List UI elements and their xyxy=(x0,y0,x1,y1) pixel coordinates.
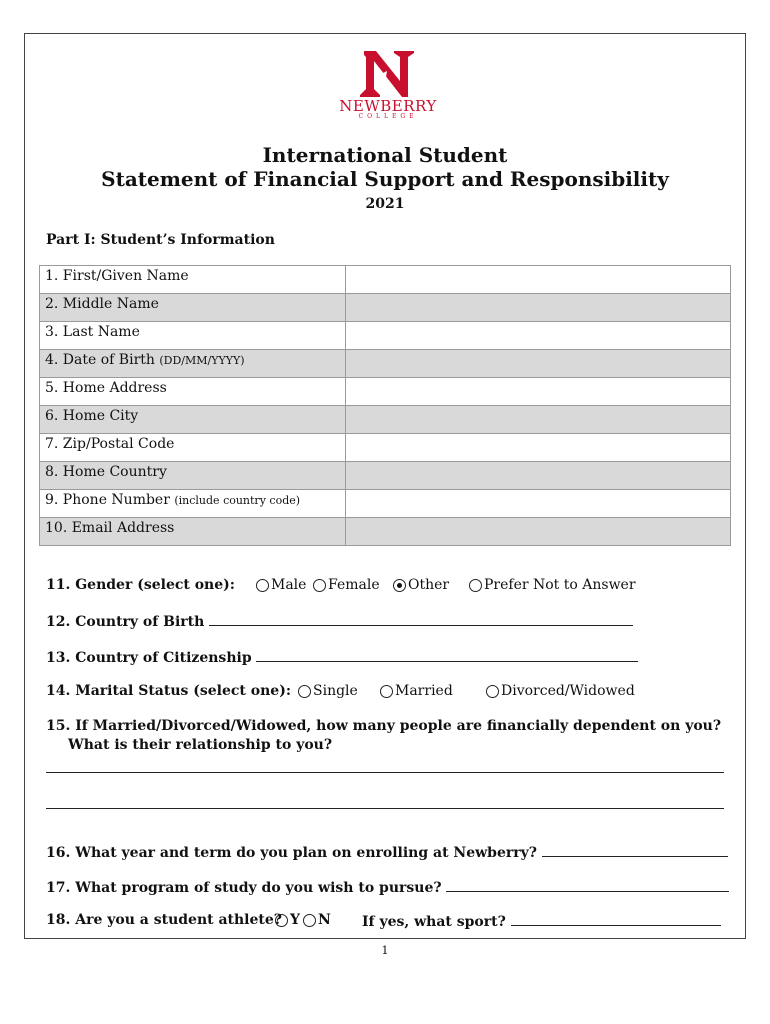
country-of-citizenship-question: 13. Country of Citizenship xyxy=(46,648,638,666)
dependents-relationship-question: What is their relationship to you? xyxy=(68,737,333,753)
gender-option-female[interactable]: Female xyxy=(313,577,380,593)
radio-icon[interactable] xyxy=(486,685,499,698)
radio-icon[interactable] xyxy=(303,914,316,927)
wolf-n-emblem-icon xyxy=(330,47,446,99)
dependents-answer-line-1[interactable] xyxy=(46,772,724,773)
radio-selected-icon[interactable] xyxy=(393,579,406,592)
gender-option-prefer-not[interactable]: Prefer Not to Answer xyxy=(469,577,636,593)
athlete-option-no[interactable]: N xyxy=(303,912,331,928)
row-label: 2. Middle Name xyxy=(40,294,346,322)
row-label: 7. Zip/Postal Code xyxy=(40,434,346,462)
gender-question: 11. Gender (select one): xyxy=(46,577,235,593)
radio-icon[interactable] xyxy=(469,579,482,592)
student-athlete-question: 18. Are you a student athlete? xyxy=(46,912,282,928)
program-of-study-question: 17. What program of study do you wish to pursue? xyxy=(46,878,729,896)
logo-subtext: COLLEGE xyxy=(358,113,418,120)
first-name-field[interactable] xyxy=(346,266,731,294)
zip-postal-code-field[interactable] xyxy=(346,434,731,462)
part-title: Part I: Student’s Information xyxy=(46,232,275,248)
program-of-study-field[interactable] xyxy=(446,878,729,892)
gender-option-other[interactable]: Other xyxy=(393,577,449,593)
marital-option-single[interactable]: Single xyxy=(298,683,358,699)
sport-question: If yes, what sport? xyxy=(362,912,721,930)
row-label: 9. Phone Number (include country code) xyxy=(40,490,346,518)
middle-name-field[interactable] xyxy=(346,294,731,322)
table-row xyxy=(40,350,731,378)
sport-field[interactable] xyxy=(511,912,721,926)
last-name-field[interactable] xyxy=(346,322,731,350)
table-row xyxy=(40,406,731,434)
enrollment-term-field[interactable] xyxy=(542,843,728,857)
newberry-logo xyxy=(330,47,446,119)
enrollment-term-question: 16. What year and term do you plan on enrolling at Newberry? xyxy=(46,843,728,861)
table-row xyxy=(40,378,731,406)
form-title: International Student xyxy=(262,143,508,167)
home-city-field[interactable] xyxy=(346,406,731,434)
row-label: 3. Last Name xyxy=(40,322,346,350)
table-row xyxy=(40,294,731,322)
marital-option-married[interactable]: Married xyxy=(380,683,453,699)
country-of-citizenship-field[interactable] xyxy=(256,648,638,662)
radio-icon[interactable] xyxy=(256,579,269,592)
form-year: 2021 xyxy=(365,196,405,212)
dependents-answer-line-2[interactable] xyxy=(46,808,724,809)
table-row xyxy=(40,266,731,294)
radio-icon[interactable] xyxy=(380,685,393,698)
radio-icon[interactable] xyxy=(313,579,326,592)
phone-number-field[interactable] xyxy=(346,490,731,518)
row-label: 6. Home City xyxy=(40,406,346,434)
dependents-question: 15. If Married/Divorced/Widowed, how many people are financially dependent on you? xyxy=(46,718,722,734)
row-label: 4. Date of Birth (DD/MM/YYYY) xyxy=(40,350,346,378)
marital-status-question: 14. Marital Status (select one): xyxy=(46,683,291,699)
gender-option-male[interactable]: Male xyxy=(256,577,306,593)
table-row xyxy=(40,462,731,490)
email-address-field[interactable] xyxy=(346,518,731,546)
row-label: 10. Email Address xyxy=(40,518,346,546)
home-country-field[interactable] xyxy=(346,462,731,490)
form-subtitle: Statement of Financial Support and Responsibility xyxy=(101,167,669,191)
row-label: 5. Home Address xyxy=(40,378,346,406)
table-row xyxy=(40,518,731,546)
radio-icon[interactable] xyxy=(298,685,311,698)
athlete-option-yes[interactable]: Y xyxy=(275,912,300,928)
row-note: (include country code) xyxy=(174,494,301,507)
date-of-birth-field[interactable] xyxy=(346,350,731,378)
table-row xyxy=(40,434,731,462)
row-label: 1. First/Given Name xyxy=(40,266,346,294)
table-row xyxy=(40,490,731,518)
home-address-field[interactable] xyxy=(346,378,731,406)
row-note: (DD/MM/YYYY) xyxy=(159,354,245,367)
radio-icon[interactable] xyxy=(275,914,288,927)
row-label: 8. Home Country xyxy=(40,462,346,490)
country-of-birth-question: 12. Country of Birth xyxy=(46,612,633,630)
marital-option-divorced-widowed[interactable]: Divorced/Widowed xyxy=(486,683,635,699)
country-of-birth-field[interactable] xyxy=(209,612,633,626)
page-number: 1 xyxy=(381,944,389,957)
logo-wordmark: NEWBERRY xyxy=(339,97,437,115)
table-row xyxy=(40,322,731,350)
student-info-table xyxy=(39,265,731,546)
